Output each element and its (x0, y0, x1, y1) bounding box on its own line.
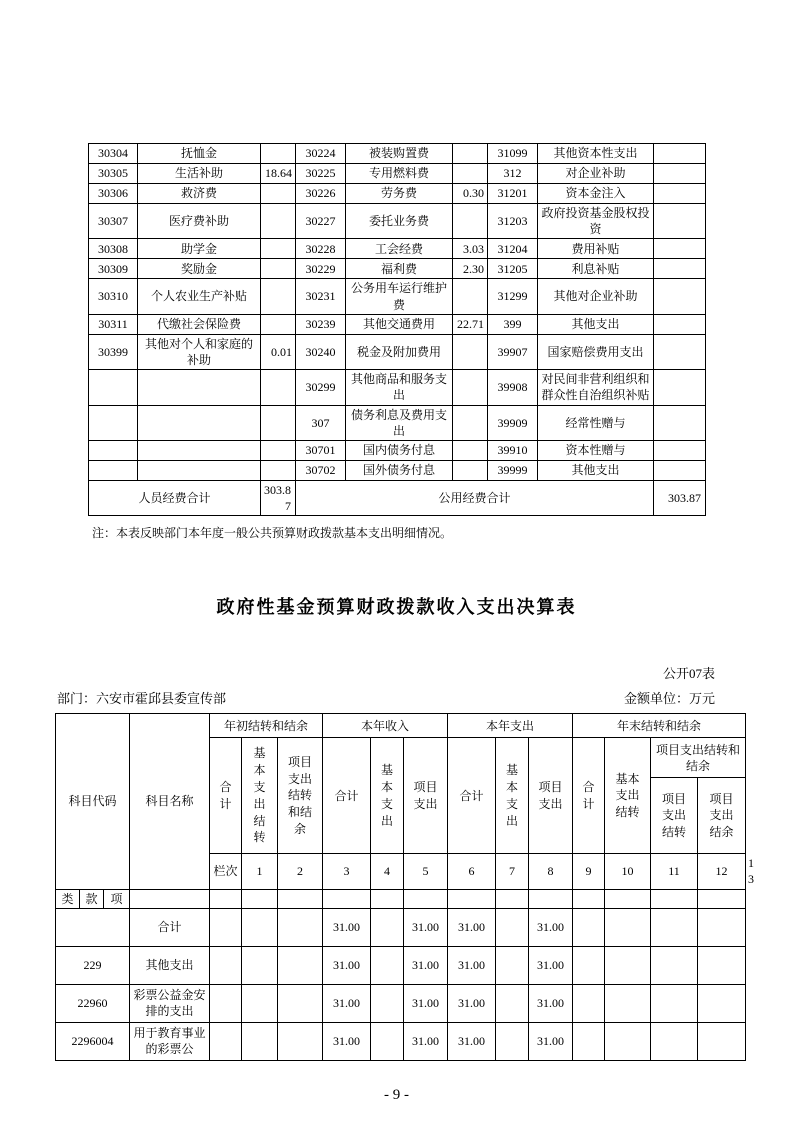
value-cell (573, 946, 605, 984)
value-cell (573, 908, 605, 946)
value-cell (605, 946, 651, 984)
amount-cell (261, 314, 296, 334)
code-cell: 30299 (296, 370, 346, 405)
value-cell (698, 908, 746, 946)
expense-row (89, 164, 706, 184)
subject-code-cell: 22960 (56, 984, 130, 1022)
name-cell: 被装购置费 (346, 144, 453, 164)
value-cell (698, 1022, 746, 1060)
expense-row (89, 334, 706, 369)
col-header-9: 项目支出 (529, 738, 573, 854)
value-cell: 31.00 (323, 984, 371, 1022)
name-cell: 委托业务费 (346, 204, 453, 239)
code-cell: 31203 (488, 204, 538, 239)
value-cell (242, 984, 278, 1022)
code-cell: 31204 (488, 239, 538, 259)
value-cell (278, 984, 323, 1022)
value-cell (573, 1022, 605, 1060)
code-cell: 30311 (89, 314, 138, 334)
group-current-income: 本年收入 (323, 714, 448, 738)
amount-cell (261, 370, 296, 405)
empty-cell (278, 889, 323, 908)
empty-cell (496, 889, 529, 908)
code-cell (89, 405, 138, 440)
amount-cell (654, 460, 706, 480)
code-cell: 39910 (488, 440, 538, 460)
name-cell: 资本性赠与 (538, 440, 654, 460)
name-cell (138, 370, 261, 405)
code-cell: 31099 (488, 144, 538, 164)
name-cell: 公务用车运行维护费 (346, 279, 453, 314)
value-cell (210, 946, 242, 984)
unit-label: 金额单位：万元 (623, 691, 715, 707)
code-cell: 30305 (89, 164, 138, 184)
code-cell: 30304 (89, 144, 138, 164)
code-cell: 39909 (488, 405, 538, 440)
fund-code-parts-row (56, 889, 746, 908)
amount-cell (261, 405, 296, 440)
expense-row (89, 239, 706, 259)
expense-table-footer (89, 480, 706, 515)
name-cell: 救济费 (138, 184, 261, 204)
col-header-6: 项目支出 (404, 738, 448, 854)
code-cell: 30306 (89, 184, 138, 204)
amount-cell (261, 239, 296, 259)
column-number-cell: 1 (242, 854, 278, 889)
name-cell: 利息补贴 (538, 259, 654, 279)
name-cell: 福利费 (346, 259, 453, 279)
fund-group-row (56, 714, 746, 738)
value-cell (573, 984, 605, 1022)
empty-cell (371, 889, 404, 908)
name-cell: 债务利息及费用支出 (346, 405, 453, 440)
public-total-label: 公用经费合计 (296, 480, 654, 515)
code-cell: 30240 (296, 334, 346, 369)
value-cell: 31.00 (323, 908, 371, 946)
name-cell: 专用燃料费 (346, 164, 453, 184)
name-cell: 税金及附加费用 (346, 334, 453, 369)
value-cell: 31.00 (529, 984, 573, 1022)
subject-name-header: 科目名称 (130, 714, 210, 889)
col-header-7: 合计 (448, 738, 496, 854)
col-header-8: 基本支出 (496, 738, 529, 854)
value-cell (278, 908, 323, 946)
value-cell (278, 946, 323, 984)
name-cell: 个人农业生产补贴 (138, 279, 261, 314)
empty-cell (242, 889, 278, 908)
name-cell: 其他支出 (538, 314, 654, 334)
amount-cell (261, 204, 296, 239)
amount-cell: 2.30 (453, 259, 488, 279)
expense-table-body (89, 144, 706, 481)
column-number-cell: 9 (573, 854, 605, 889)
column-number-cell: 7 (496, 854, 529, 889)
value-cell: 31.00 (529, 946, 573, 984)
code-cell: 30228 (296, 239, 346, 259)
name-cell: 工会经费 (346, 239, 453, 259)
code-part-item: 项 (104, 889, 130, 908)
fund-row (56, 908, 746, 946)
empty-cell (323, 889, 371, 908)
value-cell: 31.00 (448, 946, 496, 984)
amount-cell (453, 334, 488, 369)
amount-cell (654, 204, 706, 239)
amount-cell (654, 405, 706, 440)
expense-footer-row (89, 480, 706, 515)
amount-cell (654, 259, 706, 279)
name-cell: 其他资本性支出 (538, 144, 654, 164)
value-cell (278, 1022, 323, 1060)
name-cell: 国家赔偿费用支出 (538, 334, 654, 369)
fund-row (56, 946, 746, 984)
code-cell: 30225 (296, 164, 346, 184)
name-cell: 其他对个人和家庭的补助 (138, 334, 261, 369)
table-meta-row (57, 688, 715, 707)
amount-cell (453, 460, 488, 480)
fund-table-body (56, 908, 746, 1060)
col-header-3: 项目支出结转和结余 (278, 738, 323, 854)
value-cell (496, 1022, 529, 1060)
code-cell: 30227 (296, 204, 346, 239)
amount-cell (261, 144, 296, 164)
fund-row (56, 984, 746, 1022)
amount-cell (261, 279, 296, 314)
code-cell (89, 370, 138, 405)
empty-cell (698, 889, 746, 908)
column-number-cell: 4 (371, 854, 404, 889)
subject-name-cell: 合计 (130, 908, 210, 946)
subject-name-cell: 用于教育事业的彩票公 (130, 1022, 210, 1060)
expense-row (89, 460, 706, 480)
column-number-cell: 8 (529, 854, 573, 889)
value-cell: 31.00 (404, 1022, 448, 1060)
public-total-value: 303.87 (654, 480, 706, 515)
group-begin-balance: 年初结转和结余 (210, 714, 323, 738)
value-cell (371, 946, 404, 984)
value-cell: 31.00 (323, 1022, 371, 1060)
value-cell: 31.00 (323, 946, 371, 984)
value-cell (210, 984, 242, 1022)
value-cell (496, 946, 529, 984)
fund-table (55, 713, 755, 1061)
col-header-1: 合计 (210, 738, 242, 854)
code-cell (89, 460, 138, 480)
amount-cell: 3.03 (453, 239, 488, 259)
amount-cell (654, 164, 706, 184)
column-number-cell: 5 (404, 854, 448, 889)
page-content (0, 143, 793, 1104)
value-cell (496, 984, 529, 1022)
name-cell: 费用补贴 (538, 239, 654, 259)
col-header-11: 基本支出结转 (605, 738, 651, 854)
expense-row (89, 314, 706, 334)
section-title: 政府性基金预算财政拨款收入支出决算表 (216, 597, 577, 618)
amount-cell (261, 440, 296, 460)
column-number-cell: 10 (605, 854, 651, 889)
expense-row (89, 440, 706, 460)
code-cell (89, 440, 138, 460)
name-cell: 对企业补助 (538, 164, 654, 184)
name-cell (138, 460, 261, 480)
code-cell: 31205 (488, 259, 538, 279)
subgroup-project-carryover: 项目支出结转和结余 (651, 738, 746, 778)
amount-cell (261, 259, 296, 279)
value-cell: 31.00 (529, 1022, 573, 1060)
value-cell: 31.00 (448, 1022, 496, 1060)
subject-name-cell: 彩票公益金安排的支出 (130, 984, 210, 1022)
code-cell: 312 (488, 164, 538, 184)
amount-cell (453, 204, 488, 239)
value-cell (605, 908, 651, 946)
column-number-cell: 12 (698, 854, 746, 889)
code-cell: 30310 (89, 279, 138, 314)
code-cell: 30701 (296, 440, 346, 460)
amount-cell (654, 239, 706, 259)
col-header-4: 合计 (323, 738, 371, 854)
page-number: - 9 - (384, 1086, 409, 1103)
expense-row (89, 144, 706, 164)
name-cell (138, 405, 261, 440)
col-header-5: 基本支出 (371, 738, 404, 854)
name-cell: 其他商品和服务支出 (346, 370, 453, 405)
name-cell: 对民间非营利组织和群众性自治组织补贴 (538, 370, 654, 405)
name-cell: 其他支出 (538, 460, 654, 480)
table-note: 注：本表反映部门本年度一般公共预算财政拨款基本支出明细情况。 (92, 526, 453, 541)
name-cell: 其他交通费用 (346, 314, 453, 334)
code-cell: 39908 (488, 370, 538, 405)
code-cell: 30224 (296, 144, 346, 164)
value-cell (242, 1022, 278, 1060)
amount-cell (261, 184, 296, 204)
code-cell: 30309 (89, 259, 138, 279)
table-number-label: 公开07表 (662, 666, 715, 682)
name-cell: 资本金注入 (538, 184, 654, 204)
code-cell: 307 (296, 405, 346, 440)
empty-cell (210, 889, 242, 908)
amount-cell (654, 334, 706, 369)
name-cell (138, 440, 261, 460)
code-cell: 39999 (488, 460, 538, 480)
value-cell (371, 1022, 404, 1060)
expense-row (89, 204, 706, 239)
value-cell: 31.00 (448, 908, 496, 946)
expense-row (89, 279, 706, 314)
name-cell: 生活补助 (138, 164, 261, 184)
name-cell: 代缴社会保险费 (138, 314, 261, 334)
group-current-expense: 本年支出 (448, 714, 573, 738)
amount-cell (453, 144, 488, 164)
amount-cell (453, 405, 488, 440)
col-header-13: 项目支出结余 (698, 778, 746, 854)
value-cell: 31.00 (404, 908, 448, 946)
fund-row (56, 1022, 746, 1060)
amount-cell: 22.71 (453, 314, 488, 334)
amount-cell (453, 440, 488, 460)
name-cell: 奖励金 (138, 259, 261, 279)
name-cell: 政府投资基金股权投资 (538, 204, 654, 239)
amount-cell (453, 370, 488, 405)
name-cell: 助学金 (138, 239, 261, 259)
value-cell: 31.00 (448, 984, 496, 1022)
code-cell: 30239 (296, 314, 346, 334)
expense-row (89, 184, 706, 204)
name-cell: 经常性赠与 (538, 405, 654, 440)
column-number-cell: 6 (448, 854, 496, 889)
name-cell: 其他对企业补助 (538, 279, 654, 314)
code-cell: 30308 (89, 239, 138, 259)
value-cell (371, 984, 404, 1022)
empty-cell (404, 889, 448, 908)
value-cell (210, 1022, 242, 1060)
amount-cell (453, 164, 488, 184)
lanci-cell: 栏次 (210, 854, 242, 889)
amount-cell (453, 279, 488, 314)
value-cell (605, 984, 651, 1022)
subject-name-cell: 其他支出 (130, 946, 210, 984)
amount-cell (654, 440, 706, 460)
code-cell: 31201 (488, 184, 538, 204)
fund-colnum-row: 栏次 1 2 3 4 5 6 7 8 9 10 11 12 13 (56, 854, 746, 889)
value-cell (698, 984, 746, 1022)
code-cell: 30399 (89, 334, 138, 369)
expense-table (88, 143, 706, 516)
column-number-cell: 11 (651, 854, 698, 889)
value-cell (242, 946, 278, 984)
value-cell (651, 984, 698, 1022)
value-cell (605, 1022, 651, 1060)
code-cell: 30229 (296, 259, 346, 279)
name-cell: 劳务费 (346, 184, 453, 204)
code-cell: 30231 (296, 279, 346, 314)
name-cell: 国内债务付息 (346, 440, 453, 460)
amount-cell (654, 279, 706, 314)
expense-row (89, 405, 706, 440)
value-cell (698, 946, 746, 984)
column-number-cell: 2 (278, 854, 323, 889)
col-header-2: 基本支出结转 (242, 738, 278, 854)
amount-cell (654, 314, 706, 334)
value-cell (651, 908, 698, 946)
code-cell: 30702 (296, 460, 346, 480)
code-part-section: 款 (80, 889, 104, 908)
empty-cell (605, 889, 651, 908)
amount-cell: 18.64 (261, 164, 296, 184)
personnel-total-label: 人员经费合计 (89, 480, 261, 515)
amount-cell (654, 370, 706, 405)
name-cell: 医疗费补助 (138, 204, 261, 239)
col-header-12: 项目支出结转 (651, 778, 698, 854)
value-cell: 31.00 (404, 984, 448, 1022)
amount-cell: 0.30 (453, 184, 488, 204)
empty-cell (529, 889, 573, 908)
fund-table-header (56, 714, 755, 909)
code-cell: 31299 (488, 279, 538, 314)
amount-cell (654, 144, 706, 164)
group-end-balance: 年末结转和结余 (573, 714, 746, 738)
code-cell: 30226 (296, 184, 346, 204)
empty-cell (448, 889, 496, 908)
name-cell: 抚恤金 (138, 144, 261, 164)
column-number-cell: 3 (323, 854, 371, 889)
department-label: 部门：六安市霍邱县委宣传部 (57, 691, 227, 707)
value-cell (371, 908, 404, 946)
empty-name-cell (130, 889, 210, 908)
value-cell (651, 946, 698, 984)
personnel-total-value: 303.87 (261, 480, 296, 515)
code-cell: 30307 (89, 204, 138, 239)
code-cell: 39907 (488, 334, 538, 369)
value-cell (496, 908, 529, 946)
subject-code-cell: 229 (56, 946, 130, 984)
amount-cell (654, 184, 706, 204)
expense-row (89, 259, 706, 279)
value-cell: 31.00 (404, 946, 448, 984)
empty-cell (573, 889, 605, 908)
amount-cell (261, 460, 296, 480)
value-cell: 31.00 (529, 908, 573, 946)
expense-row (89, 370, 706, 405)
code-part-class: 类 (56, 889, 80, 908)
subject-code-cell (56, 908, 130, 946)
value-cell (210, 908, 242, 946)
subject-code-header: 科目代码 (56, 714, 130, 889)
col-header-10: 合计 (573, 738, 605, 854)
value-cell (242, 908, 278, 946)
code-cell: 399 (488, 314, 538, 334)
subject-code-cell: 2296004 (56, 1022, 130, 1060)
amount-cell: 0.01 (261, 334, 296, 369)
empty-cell (651, 889, 698, 908)
name-cell: 国外债务付息 (346, 460, 453, 480)
value-cell (651, 1022, 698, 1060)
